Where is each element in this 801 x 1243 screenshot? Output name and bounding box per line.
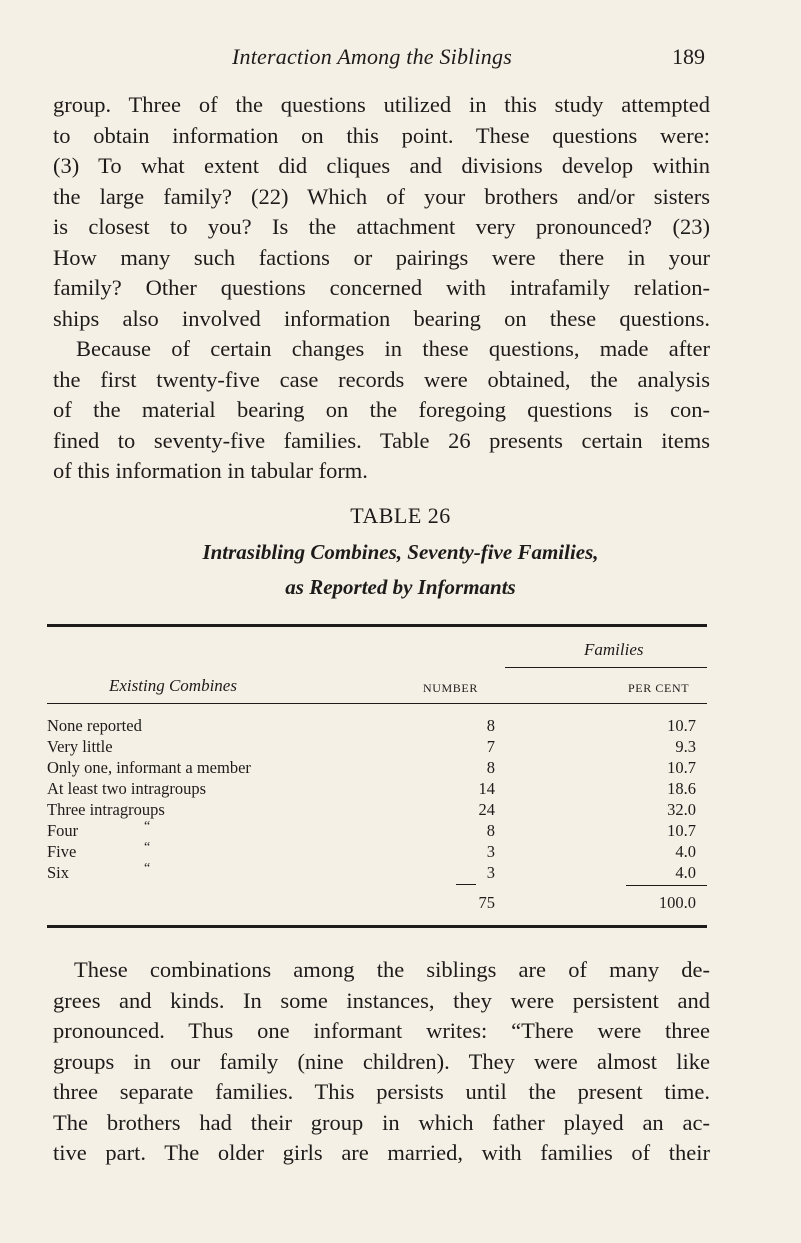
paragraph-line: groups in our family (nine children). They were almost like	[53, 1048, 710, 1074]
paragraph-line: fined to seventy-five families. Table 26 presents certain items	[53, 427, 710, 453]
table-caption-line-1: Intrasibling Combines, Seventy-five Families,	[202, 540, 599, 564]
row-percent: 4.0	[675, 863, 696, 882]
paragraph-line: is closest to you? Is the attachment very pronounced? (23)	[53, 214, 710, 239]
row-number: 8	[486, 821, 495, 840]
table-bottom-rule	[47, 925, 707, 928]
ditto-mark: “	[144, 819, 151, 834]
paragraph-line: grees and kinds. In some instances, they were persistent and	[53, 987, 710, 1013]
table-top-rule	[47, 624, 707, 627]
row-percent: 10.7	[667, 758, 696, 777]
table-row	[47, 863, 707, 884]
table-row	[47, 842, 707, 863]
paragraph-line: the first twenty-five case records were obtained, the analysis	[53, 366, 710, 392]
total-percent: 100.0	[658, 893, 696, 912]
header-bottom-rule	[47, 703, 707, 704]
row-label: Three intragroups	[47, 800, 165, 819]
total-number: 75	[478, 893, 495, 912]
table-row	[47, 716, 707, 737]
row-number: 3	[486, 842, 495, 861]
paragraph-line: of the material bearing on the foregoing questions is con-	[53, 397, 710, 422]
families-group-header: Families	[584, 640, 644, 659]
ditto-mark: “	[144, 840, 151, 855]
paragraph-line: tive part. The older girls are married, with families of their	[53, 1140, 710, 1165]
number-column-header: NUMBER	[423, 681, 478, 695]
paragraph-2	[53, 334, 710, 487]
row-number: 24	[478, 800, 495, 819]
row-number: 14	[478, 779, 495, 798]
percent-column-header: PER CENT	[628, 681, 690, 695]
table-label: TABLE 26	[350, 503, 451, 528]
paragraph-line: group. Three of the questions utilized in this study attempted	[53, 92, 710, 117]
paragraph-line: (3) To what extent did cliques and divisions develop within	[53, 153, 710, 178]
row-percent: 4.0	[675, 842, 696, 861]
row-number: 3	[486, 863, 495, 882]
row-label: Five	[47, 842, 77, 861]
paragraph-line: three separate families. This persists until the present time.	[53, 1079, 710, 1104]
row-percent: 32.0	[667, 800, 696, 819]
paragraph-line: How many such factions or pairings were there in your	[53, 244, 710, 270]
paragraph-line: These combinations among the siblings are of many de-	[74, 957, 710, 982]
paragraph-line: The brothers had their group in which father played an ac-	[53, 1109, 710, 1135]
paragraph-line: Because of certain changes in these questions, made after	[76, 336, 710, 361]
paragraph-line: pronounced. Thus one informant writes: “There were three	[53, 1018, 710, 1043]
row-percent: 9.3	[675, 737, 696, 756]
row-label: None reported	[47, 716, 142, 735]
paragraph-line: of this information in tabular form.	[53, 458, 368, 483]
row-label: At least two intragroups	[47, 779, 207, 798]
table-caption-line-2: as Reported by Informants	[285, 575, 516, 599]
families-header-rule	[505, 667, 707, 668]
row-label: Six	[47, 863, 70, 882]
row-label: Very little	[47, 737, 113, 756]
row-label: Four	[47, 821, 79, 840]
number-sum-rule	[456, 884, 476, 885]
page-number: 189	[672, 44, 705, 69]
table-total-row	[47, 893, 707, 914]
running-head: Interaction Among the Siblings	[232, 44, 512, 69]
paragraph-line: the large family? (22) Which of your brothers and/or sisters	[53, 183, 710, 209]
row-number: 8	[486, 758, 495, 777]
stub-header: Existing Combines	[109, 676, 237, 695]
paragraph-line: ships also involved information bearing on these questions.	[53, 305, 710, 331]
table-row	[47, 779, 707, 800]
table-row	[47, 821, 707, 842]
table-row	[47, 758, 707, 779]
paragraph-3	[53, 955, 710, 1169]
row-percent: 10.7	[667, 716, 696, 735]
row-number: 8	[486, 716, 495, 735]
row-percent: 18.6	[667, 779, 696, 798]
paragraph-1	[53, 90, 710, 334]
paragraph-line: to obtain information on this point. These questions were:	[53, 122, 710, 148]
ditto-mark: “	[144, 861, 151, 876]
row-label: Only one, informant a member	[47, 758, 251, 777]
row-percent: 10.7	[667, 821, 696, 840]
row-number: 7	[486, 737, 495, 756]
percent-sum-rule	[626, 885, 707, 886]
paragraph-line: family? Other questions concerned with intrafamily relation-	[53, 275, 710, 300]
table-row	[47, 737, 707, 758]
table-row	[47, 800, 707, 821]
